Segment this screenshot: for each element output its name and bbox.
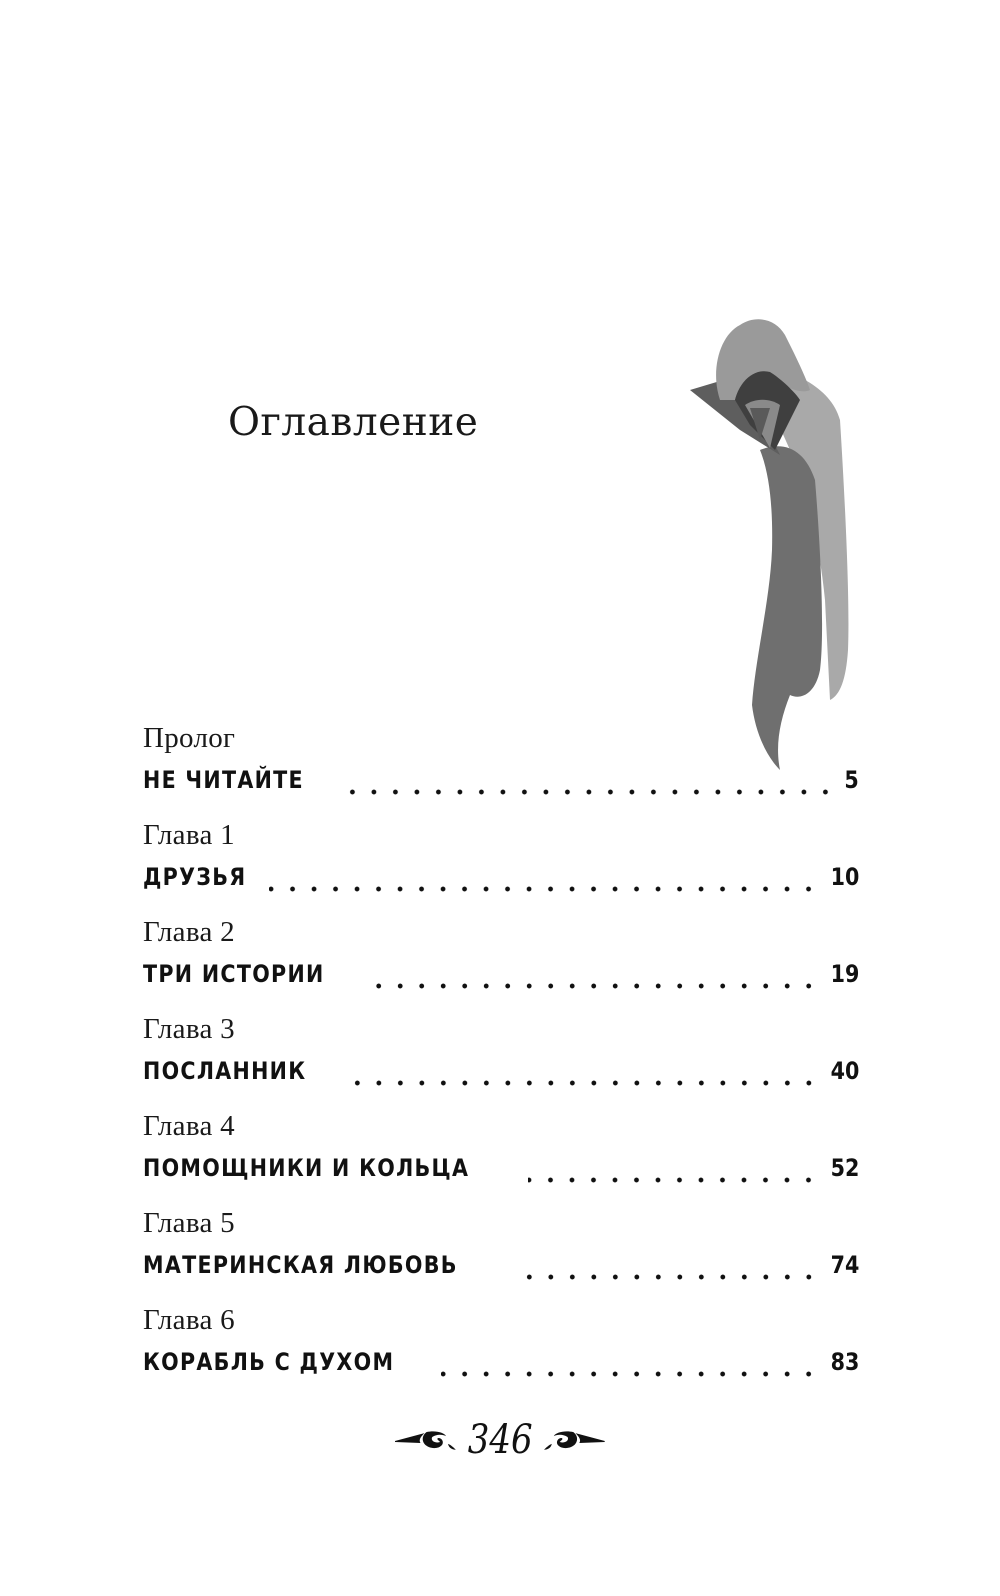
chapter-label: Глава 3 <box>143 1013 235 1045</box>
toc-entry[interactable] <box>143 819 859 916</box>
toc-row <box>143 1348 859 1382</box>
toc-entry[interactable] <box>143 722 859 819</box>
page-title: Оглавление <box>228 400 479 445</box>
chapter-label: Глава 1 <box>143 819 235 851</box>
page-number: 5 <box>844 766 859 794</box>
table-of-contents <box>143 722 859 1401</box>
toc-row <box>143 766 859 800</box>
dot-leader <box>441 1371 819 1377</box>
toc-row <box>143 1251 859 1285</box>
page-number: 40 <box>830 1057 859 1085</box>
page-number: 83 <box>830 1348 859 1376</box>
dot-leader <box>336 789 836 795</box>
toc-entry[interactable] <box>143 1304 859 1401</box>
toc-row <box>143 960 859 994</box>
page-number: 52 <box>830 1154 859 1182</box>
toc-row <box>143 1057 859 1091</box>
chapter-label: Глава 4 <box>143 1110 235 1142</box>
dot-leader <box>360 983 819 989</box>
page-folio <box>395 1410 605 1470</box>
chapter-title: ПОМОЩНИКИ И КОЛЬЦА <box>143 1154 470 1182</box>
toc-entry[interactable] <box>143 1110 859 1207</box>
chapter-title: ПОСЛАННИК <box>143 1057 307 1085</box>
chapter-label: Глава 6 <box>143 1304 235 1336</box>
chapter-title: ТРИ ИСТОРИИ <box>143 960 325 988</box>
page-number: 74 <box>830 1251 859 1279</box>
chapter-title: НЕ ЧИТАЙТЕ <box>143 766 304 794</box>
chapter-label: Глава 5 <box>143 1207 235 1239</box>
page-number: 19 <box>830 960 859 988</box>
chapter-title: ДРУЗЬЯ <box>143 863 247 891</box>
toc-entry[interactable] <box>143 1207 859 1304</box>
page-number: 346 <box>467 1417 533 1463</box>
left-ornament-icon <box>395 1428 456 1452</box>
dot-leader <box>339 1080 820 1086</box>
chapter-label: Глава 2 <box>143 916 235 948</box>
chapter-title: МАТЕРИНСКАЯ ЛЮБОВЬ <box>143 1251 458 1279</box>
dot-leader <box>528 1177 819 1183</box>
toc-entry[interactable] <box>143 1013 859 1110</box>
chapter-label: Пролог <box>143 722 236 754</box>
page-number: 10 <box>830 863 859 891</box>
toc-entry[interactable] <box>143 916 859 1013</box>
hooded-figure-illustration <box>680 300 870 770</box>
toc-row <box>143 863 859 897</box>
toc-row <box>143 1154 859 1188</box>
dot-leader <box>269 886 819 892</box>
dot-leader <box>515 1274 820 1280</box>
chapter-title: КОРАБЛЬ С ДУХОМ <box>143 1348 395 1376</box>
right-ornament-icon <box>544 1428 605 1452</box>
